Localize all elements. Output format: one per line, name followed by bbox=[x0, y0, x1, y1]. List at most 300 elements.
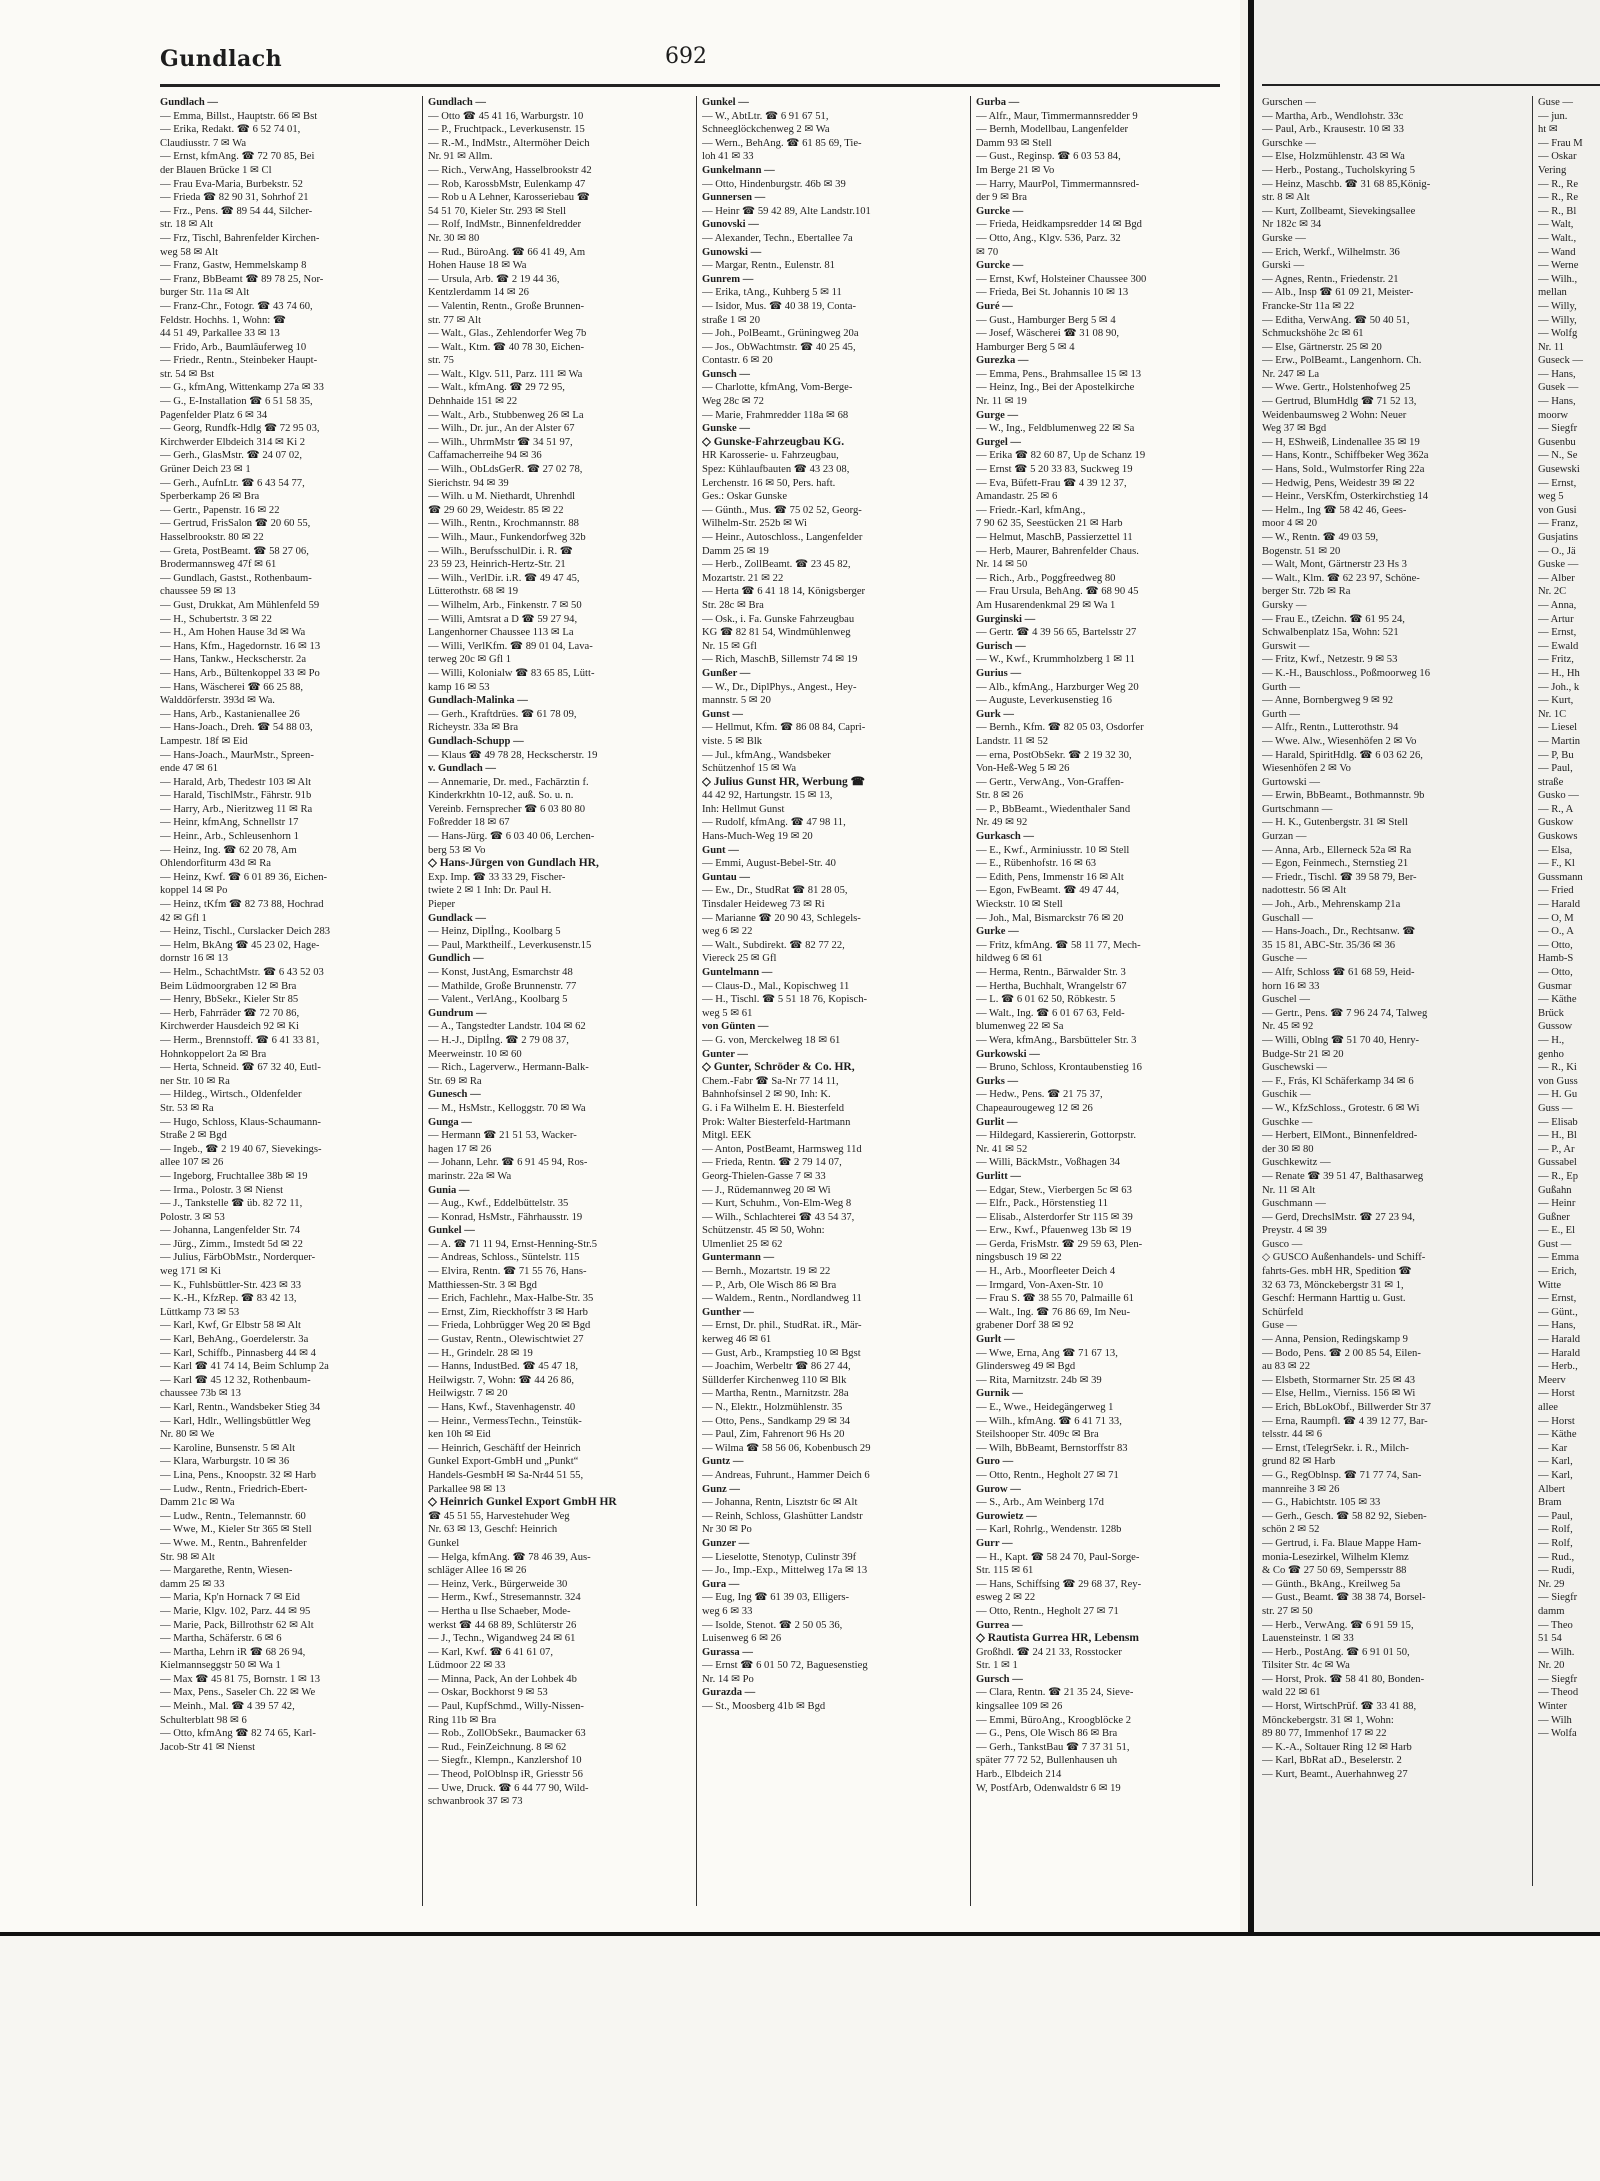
directory-entry-line: — Marie, Klgv. 102, Parz. 44 ✉ 95 bbox=[160, 1605, 311, 1617]
directory-entry-line: kingsallee 109 ✉ 26 bbox=[976, 1701, 1063, 1713]
directory-entry-line: — H. Gu bbox=[1538, 1089, 1578, 1101]
directory-entry-line: Tilsiter Str. 4c ✉ Wa bbox=[1262, 1660, 1350, 1672]
directory-entry-line: Foßredder 18 ✉ 67 bbox=[428, 817, 510, 829]
directory-entry-line: Luisenweg 6 ✉ 26 bbox=[702, 1633, 782, 1645]
directory-entry-line: weg 5 ✉ 61 bbox=[702, 1007, 753, 1019]
directory-entry-line: — Frieda, Rentn. ☎ 2 79 14 07, bbox=[702, 1157, 842, 1169]
directory-entry-line: Brück bbox=[1538, 1007, 1564, 1019]
directory-entry-line: Feldstr. Hochhs. 1, Wohn: ☎ bbox=[160, 314, 287, 326]
adjacent-page bbox=[1248, 0, 1600, 1932]
directory-entry-line: au 83 ✉ 22 bbox=[1262, 1361, 1311, 1373]
directory-entry-line: Wiesenhöfen 2 ✉ Vo bbox=[1262, 763, 1351, 775]
directory-entry-line: Ring 11b ✉ Bra bbox=[428, 1714, 497, 1726]
directory-entry-line: 51 54 bbox=[1538, 1633, 1562, 1645]
adjacent-column-2 bbox=[1538, 96, 1600, 1916]
surname-heading: v. Gundlach — bbox=[428, 763, 497, 775]
firm-entry: ◇ Rautista Gurrea HR, Lebensm bbox=[976, 1632, 1139, 1645]
directory-entry-line: — Else, Holzmühlenstr. 43 ✉ Wa bbox=[1262, 151, 1405, 163]
directory-entry-line: — Willi, Oblng ☎ 51 70 40, Henry- bbox=[1262, 1034, 1420, 1046]
surname-heading: Gusek — bbox=[1538, 382, 1579, 394]
directory-entry-line: — Wilh. u M. Niethardt, Uhrenhdl bbox=[428, 491, 576, 503]
directory-entry-line: Hamb-S bbox=[1538, 953, 1574, 965]
directory-entry-line: — Heinz, Diplİng., Koolbarg 5 bbox=[428, 926, 561, 938]
directory-entry-line: ht ✉ bbox=[1538, 124, 1558, 136]
directory-entry-line: — Gust., Reginsp. ☎ 6 03 53 84, bbox=[976, 151, 1121, 163]
directory-entry-line: — Marianne ☎ 20 90 43, Schlegels- bbox=[702, 912, 861, 924]
directory-entry-line: — Frau E., tZeichn. ☎ 61 95 24, bbox=[1262, 613, 1405, 625]
directory-entry-line: — Willi, VerlKfm. ☎ 89 01 04, Lava- bbox=[428, 640, 593, 652]
directory-entry-line: — J., Rüdemannweg 20 ✉ Wi bbox=[702, 1184, 831, 1196]
surname-heading: Gurba — bbox=[976, 97, 1020, 108]
directory-entry-line: — Egon, FwBeamt. ☎ 49 47 44, bbox=[976, 885, 1119, 897]
directory-entry-line: — A., Tangstedter Landstr. 104 ✉ 62 bbox=[428, 1021, 586, 1033]
directory-entry-line: Süllderfer Kirchenweg 110 ✉ Blk bbox=[702, 1374, 847, 1386]
directory-entry-line: — Else, Gärtnerstr. 25 ✉ 20 bbox=[1262, 341, 1382, 353]
directory-entry-line: Meerweinstr. 10 ✉ 60 bbox=[428, 1048, 522, 1060]
directory-entry-line: — G. von, Merckelweg 18 ✉ 61 bbox=[702, 1034, 841, 1046]
surname-heading: Guro — bbox=[976, 1456, 1014, 1468]
directory-entry-line: — N., Elektr., Holzmühlenstr. 35 bbox=[702, 1402, 843, 1413]
directory-entry-line: — Elisab., Alsterdorfer Str 115 ✉ 39 bbox=[976, 1211, 1133, 1223]
surname-heading: Guntz — bbox=[702, 1456, 744, 1468]
directory-entry-line: Gusewski bbox=[1538, 464, 1580, 476]
directory-entry-line: — Emmi, BüroAng., Kroogblöcke 2 bbox=[976, 1714, 1132, 1726]
directory-entry-line: Gußner bbox=[1538, 1211, 1570, 1223]
directory-entry-line: — Isidor, Mus. ☎ 40 38 19, Conta- bbox=[702, 300, 857, 312]
directory-entry-line: — Henry, BbSekr., Kieler Str 85 bbox=[160, 994, 299, 1006]
directory-entry-line: — Irma., Polostr. 3 ✉ Nienst bbox=[160, 1184, 284, 1196]
directory-entry-line: — Erich, Werkf., Wilhelmstr. 36 bbox=[1262, 246, 1400, 258]
directory-entry-line: — Herb, Fahrräder ☎ 72 70 86, bbox=[160, 1007, 300, 1019]
directory-entry-line: — Hans, bbox=[1538, 368, 1576, 380]
directory-entry-line: wald 22 ✉ 61 bbox=[1262, 1687, 1321, 1699]
directory-entry-line: — J., Techn., Wigandweg 24 ✉ 61 bbox=[428, 1633, 576, 1645]
directory-entry-line: — H., Grindelr. 28 ✉ 19 bbox=[428, 1347, 533, 1359]
directory-entry-line: — H., Tischl. ☎ 5 51 18 76, Kopisch- bbox=[702, 994, 868, 1006]
directory-entry-line: Tinsdaler Heideweg 73 ✉ Ri bbox=[702, 899, 825, 911]
directory-entry-line: — K.-A., Soltauer Ring 12 ✉ Harb bbox=[1262, 1741, 1412, 1753]
directory-entry-line: — Herb., Postang., Tucholskyring 5 bbox=[1262, 164, 1416, 176]
surname-heading: Guschewski — bbox=[1262, 1062, 1328, 1074]
directory-entry-line: — Wwe. Alw., Wiesenhöfen 2 ✉ Vo bbox=[1262, 735, 1417, 747]
directory-entry-line: — O., Jä bbox=[1538, 545, 1576, 557]
directory-entry-line: — Frau M bbox=[1538, 137, 1583, 149]
directory-entry-line: — Andreas, Fuhrunt., Hammer Deich 6 bbox=[702, 1469, 870, 1481]
directory-entry-line: — Elvira, Rentn. ☎ 71 55 76, Hans- bbox=[428, 1266, 587, 1278]
directory-entry-line: Chapeaurougeweg 12 ✉ 26 bbox=[976, 1102, 1093, 1114]
directory-entry-line: weg 171 ✉ Ki bbox=[160, 1266, 221, 1278]
directory-entry-line: — Otto, kfmAng ☎ 82 74 65, Karl- bbox=[160, 1728, 316, 1740]
directory-entry-line: — Jo., Imp.-Exp., Mittelweg 17a ✉ 13 bbox=[702, 1565, 868, 1577]
directory-entry-line: — Martha, Lehrn iR ☎ 68 26 94, bbox=[160, 1646, 306, 1658]
directory-entry-line: — Wolfa bbox=[1538, 1728, 1577, 1740]
directory-entry-line: — Heinz, Ing., Bei der Apostelkirche bbox=[976, 382, 1135, 394]
directory-entry-line: — Horst bbox=[1538, 1415, 1575, 1427]
directory-entry-line: — Karl, BbRat aD., Beselerstr. 2 bbox=[1262, 1755, 1402, 1767]
directory-entry-line: marinstr. 22a ✉ Wa bbox=[428, 1170, 512, 1182]
directory-entry-line: — Gerh., GlasMstr. ☎ 24 07 02, bbox=[160, 450, 303, 462]
directory-entry-line: — Harald bbox=[1538, 899, 1581, 911]
directory-entry-line: — Wwe. Gertr., Holstenhofweg 25 bbox=[1262, 382, 1411, 394]
directory-entry-line: — Gust, Arb., Krampstieg 10 ✉ Bgst bbox=[702, 1347, 861, 1359]
directory-entry-line: Matthiessen-Str. 3 ✉ Bgd bbox=[428, 1279, 537, 1291]
directory-entry-line: 42 ✉ Gfl 1 bbox=[160, 912, 207, 924]
directory-entry-line: ✉ 70 bbox=[976, 246, 999, 258]
directory-entry-line: werkst ☎ 44 68 89, Schlüterstr 26 bbox=[428, 1619, 577, 1631]
directory-entry-line: später 77 72 52, Bullenhausen uh bbox=[976, 1755, 1118, 1767]
directory-entry-line: chaussee 73b ✉ 13 bbox=[160, 1388, 241, 1400]
directory-entry-line: Harb., Elbdeich 214 bbox=[976, 1769, 1062, 1781]
directory-entry-line: — Theod, PolOblnsp iR, Griesstr 56 bbox=[428, 1769, 583, 1781]
directory-entry-line: — Helm., SchachtMstr. ☎ 6 43 52 03 bbox=[160, 967, 324, 978]
surname-heading: Gusche — bbox=[1262, 953, 1308, 965]
directory-entry-line: — P., Fruchtpack., Leverkusenstr. 15 bbox=[428, 124, 585, 136]
directory-entry-line: 23 59 23, Heinrich-Hertz-Str. 21 bbox=[428, 559, 566, 571]
directory-entry-line: — Wera, kfmAng., Barsbütteler Str. 3 bbox=[976, 1034, 1137, 1046]
directory-entry-line: — Lina, Pens., Knoopstr. 32 ✉ Harb bbox=[160, 1469, 316, 1481]
directory-entry-line: 89 80 77, Immenhof 17 ✉ 22 bbox=[1262, 1728, 1387, 1740]
directory-entry-line: — Hans, Kfm., Hagedornstr. 16 ✉ 13 bbox=[160, 640, 321, 652]
directory-entry-line: koppel 14 ✉ Po bbox=[160, 885, 228, 897]
directory-entry-line: — Käthe bbox=[1538, 1429, 1577, 1441]
directory-entry-line: — P., Ar bbox=[1538, 1143, 1575, 1155]
directory-entry-line: — Helga, kfmAng. ☎ 78 46 39, Aus- bbox=[428, 1551, 591, 1563]
directory-entry-line: — Ernst, bbox=[1538, 477, 1577, 489]
directory-entry-line: — Greta, PostBeamt. ☎ 58 27 06, bbox=[160, 545, 309, 557]
directory-entry-line: — Walt., Glas., Zehlendorfer Weg 7b bbox=[428, 328, 587, 340]
directory-entry-line: mellan bbox=[1538, 287, 1567, 299]
directory-entry-line: grund 82 ✉ Harb bbox=[1262, 1456, 1336, 1468]
directory-entry-line: hildweg 6 ✉ 61 bbox=[976, 953, 1043, 965]
directory-entry-line: Glindersweg 49 ✉ Bgd bbox=[976, 1361, 1076, 1373]
directory-entry-line: — Elsbeth, Stormarner Str. 25 ✉ 43 bbox=[1262, 1374, 1416, 1386]
directory-entry-line: — Hans, Schiffsing ☎ 29 68 37, Rey- bbox=[976, 1578, 1142, 1590]
directory-entry-line: — Rich., VerwAng, Hasselbrookstr 42 bbox=[428, 164, 592, 176]
directory-entry-line: damm 25 ✉ 33 bbox=[160, 1578, 225, 1590]
directory-entry-line: — Joh., PolBeamt., Grüningweg 20a bbox=[702, 328, 859, 340]
directory-entry-line: Schützenhof 15 ✉ Wa bbox=[702, 763, 797, 775]
directory-entry-line: — Ew., Dr., StudRat ☎ 81 28 05, bbox=[702, 885, 848, 897]
directory-entry-line: — Martin bbox=[1538, 735, 1581, 747]
directory-entry-line: — Hertha u Ilse Schaeber, Mode- bbox=[428, 1605, 571, 1617]
directory-entry-line: schön 2 ✉ 52 bbox=[1262, 1524, 1320, 1536]
directory-entry-line: & Co ☎ 27 50 69, Sempersstr 88 bbox=[1262, 1565, 1407, 1577]
surname-heading: Gust — bbox=[1538, 1238, 1572, 1250]
directory-entry-line: Nr. 15 ✉ Gfl bbox=[702, 640, 757, 652]
directory-entry-line: — Rolf, bbox=[1538, 1524, 1573, 1536]
directory-entry-line: Schmuckshöhe 2c ✉ 61 bbox=[1262, 328, 1364, 340]
surname-heading: Gurks — bbox=[976, 1075, 1019, 1087]
surname-heading: Gurius — bbox=[976, 667, 1022, 679]
directory-entry-line: Lampestr. 18f ✉ Eid bbox=[160, 735, 248, 747]
directory-entry-line: kerweg 46 ✉ 61 bbox=[702, 1334, 772, 1346]
directory-entry-line: — Erich, BbLokObf., Billwerder Str 37 bbox=[1262, 1402, 1431, 1413]
directory-entry-line: — Franz-Chr., Fotogr. ☎ 43 74 60, bbox=[160, 300, 313, 312]
directory-entry-line: — Herm., Brennstoff. ☎ 6 41 33 81, bbox=[160, 1034, 320, 1046]
directory-entry-line: — jun. bbox=[1538, 110, 1568, 122]
directory-entry-line: — Jos., ObWachtmstr. ☎ 40 25 45, bbox=[702, 341, 856, 353]
directory-entry-line: — Frieda, Lohbrügger Weg 20 ✉ Bgd bbox=[428, 1320, 591, 1332]
directory-entry-line: viste. 5 ✉ Blk bbox=[702, 735, 763, 747]
directory-entry-line: Bram bbox=[1538, 1497, 1562, 1509]
directory-entry-line: 54 51 70, Kieler Str. 293 ✉ Stell bbox=[428, 205, 567, 217]
directory-entry-line: der 30 ✉ 80 bbox=[1262, 1143, 1314, 1155]
directory-entry-line: — Alber bbox=[1538, 572, 1575, 584]
directory-entry-line: Albert bbox=[1538, 1483, 1566, 1495]
directory-entry-line: Am Husarendenkmal 29 ✉ Wa 1 bbox=[976, 599, 1116, 611]
directory-entry-line: — Meinh., Mal. ☎ 4 39 57 42, bbox=[160, 1701, 295, 1713]
directory-entry-line: Dehnhaide 151 ✉ 22 bbox=[428, 396, 518, 408]
directory-entry-line: 44 42 92, Hartungstr. 15 ✉ 13, bbox=[702, 790, 833, 802]
directory-entry-line: ner Str. 10 ✉ Ra bbox=[160, 1075, 230, 1087]
directory-entry-line: — Alb., Insp ☎ 61 09 21, Meister- bbox=[1262, 287, 1414, 299]
surname-heading: Gurschke — bbox=[1262, 137, 1316, 149]
adjacent-column-1 bbox=[1262, 96, 1528, 1916]
surname-heading: Gundrum — bbox=[428, 1007, 487, 1019]
directory-entry-line: — Wilh., UhrmMstr ☎ 34 51 97, bbox=[428, 436, 573, 448]
directory-entry-line: — H., Hh bbox=[1538, 667, 1580, 679]
surname-heading: Gurschen — bbox=[1262, 97, 1316, 108]
directory-entry-line: — Walt, bbox=[1538, 219, 1574, 231]
surname-heading: Gurrea — bbox=[976, 1619, 1023, 1631]
surname-heading: Gurlt — bbox=[976, 1334, 1015, 1346]
surname-heading: Gunesch — bbox=[428, 1089, 481, 1101]
directory-entry-line: — Elisab bbox=[1538, 1116, 1578, 1128]
directory-entry-line: str. 8 ✉ Alt bbox=[1262, 192, 1310, 204]
directory-entry-line: Weg 28c ✉ 72 bbox=[702, 396, 764, 408]
directory-entry-line: — Otto, Pens., Sandkamp 29 ✉ 34 bbox=[702, 1415, 851, 1427]
surname-heading: Gunst — bbox=[702, 708, 743, 720]
directory-entry-line: — Ernst, bbox=[1538, 1293, 1577, 1305]
surname-heading: Gurassa — bbox=[702, 1646, 753, 1658]
surname-heading: Gunia — bbox=[428, 1184, 470, 1196]
directory-entry-line: Lauensteinstr. 1 ✉ 33 bbox=[1262, 1633, 1354, 1645]
directory-entry-line: Str. 8 ✉ 26 bbox=[976, 790, 1024, 802]
directory-entry-line: — Heinrich, Geschäftf der Heinrich bbox=[428, 1442, 581, 1454]
directory-entry-line: — Anne, Bornbergweg 9 ✉ 92 bbox=[1262, 695, 1394, 707]
running-head-name: Gundlach bbox=[160, 46, 283, 72]
directory-entry-line: — Isolde, Stenot. ☎ 2 50 05 36, bbox=[702, 1619, 843, 1631]
surname-heading: Gurke — bbox=[976, 926, 1019, 938]
directory-entry-line: Jacob-Str 41 ✉ Nienst bbox=[160, 1741, 256, 1753]
column-divider bbox=[696, 96, 697, 1906]
directory-entry-line: — Margar, Rentn., Eulenstr. 81 bbox=[702, 260, 835, 272]
directory-entry-line: — G., E-Installation ☎ 6 51 58 35, bbox=[160, 396, 313, 408]
surname-heading: Gundlich — bbox=[428, 953, 484, 965]
directory-entry-line: — Frau S. ☎ 38 55 70, Palmaille 61 bbox=[976, 1293, 1134, 1305]
directory-entry-line: — W., KfzSchloss., Grotestr. 6 ✉ Wi bbox=[1262, 1102, 1420, 1114]
directory-entry-line: — Johanna, Rentn, Lisztstr 6c ✉ Alt bbox=[702, 1497, 858, 1509]
directory-entry-line: — Walt., Ktm. ☎ 40 78 30, Eichen- bbox=[428, 341, 585, 353]
directory-entry-line: — Wilhelm, Arb., Finkenstr. 7 ✉ 50 bbox=[428, 599, 582, 611]
directory-entry-line: — Maria, Kp'n Hornack 7 ✉ Eid bbox=[160, 1592, 300, 1604]
directory-entry-line: Von-Heß-Weg 5 ✉ 26 bbox=[976, 763, 1070, 775]
directory-entry-line: — Herbert, ElMont., Binnenfeldred- bbox=[1262, 1130, 1418, 1142]
directory-entry-line: Damm 21c ✉ Wa bbox=[160, 1497, 235, 1509]
surname-heading: Gurk — bbox=[976, 708, 1014, 720]
directory-entry-line: — W., AbtLtr. ☎ 6 91 67 51, bbox=[702, 110, 829, 122]
directory-entry-line: genho bbox=[1538, 1048, 1564, 1060]
directory-entry-line: str. 75 bbox=[428, 355, 454, 367]
directory-entry-line: Gussmann bbox=[1538, 871, 1583, 883]
directory-entry-line: — Herta ☎ 6 41 18 14, Königsberger bbox=[702, 586, 866, 598]
directory-entry-line: Gusenbu bbox=[1538, 436, 1576, 448]
directory-entry-line: — Karl, Rohrlg., Wendenstr. 128b bbox=[976, 1524, 1122, 1536]
surname-heading: Gurowietz — bbox=[976, 1510, 1037, 1522]
directory-entry-line: — Ludw., Rentn., Telemannstr. 60 bbox=[160, 1510, 306, 1522]
directory-entry-line: — Waldem., Rentn., Nordlandweg 11 bbox=[702, 1293, 862, 1305]
directory-entry-line: twiete 2 ✉ 1 Inh: Dr. Paul H. bbox=[428, 885, 552, 897]
directory-entry-line: — Charlotte, kfmAng, Vom-Berge- bbox=[702, 382, 853, 394]
directory-entry-line: — Hans, Wäscherei ☎ 66 25 88, bbox=[160, 681, 304, 693]
surname-heading: Gurr — bbox=[976, 1537, 1013, 1549]
directory-entry-line: — Kurt, bbox=[1538, 695, 1574, 707]
surname-heading: Gurow — bbox=[976, 1483, 1021, 1495]
directory-entry-line: — E., Wwe., Heidegängerweg 1 bbox=[976, 1402, 1114, 1413]
directory-entry-line: — Oskar, Bockhorst 9 ✉ 53 bbox=[428, 1687, 548, 1699]
directory-entry-line: 44 51 49, Parkallee 33 ✉ 13 bbox=[160, 328, 280, 340]
directory-entry-line: Mönckebergstr. 31 ✉ 1, Wohn: bbox=[1262, 1714, 1394, 1726]
directory-entry-line: — Rolf, bbox=[1538, 1537, 1573, 1549]
directory-entry-line: Brodermannsweg 47f ✉ 61 bbox=[160, 559, 277, 571]
directory-entry-line: Gussow bbox=[1538, 1021, 1573, 1033]
surname-heading: Guschkewitz — bbox=[1262, 1157, 1331, 1169]
directory-entry-line: — Hans-Joach., Dr., Rechtsanw. ☎ bbox=[1262, 926, 1416, 938]
directory-entry-line: Gusjatins bbox=[1538, 532, 1579, 543]
directory-entry-line: Heilwigstr. 7 ✉ 20 bbox=[428, 1388, 508, 1400]
directory-entry-line: — Willy, bbox=[1538, 314, 1577, 326]
directory-entry-line: — Gust, Drukkat, Am Mühlenfeld 59 bbox=[160, 599, 320, 611]
surname-heading: Guntau — bbox=[702, 871, 750, 883]
directory-entry-line: — Gerh., TankstBau ☎ 7 37 31 51, bbox=[976, 1741, 1130, 1753]
directory-entry-line: — Kurt, Zollbeamt, Sievekingsallee bbox=[1262, 205, 1416, 217]
surname-heading: Gundlach-Schupp — bbox=[428, 735, 524, 747]
directory-entry-line: allee bbox=[1538, 1402, 1558, 1413]
directory-entry-line: — Ernst, Kwf, Holsteiner Chaussee 300 bbox=[976, 273, 1147, 285]
directory-entry-line: Lüdmoor 22 ✉ 33 bbox=[428, 1660, 506, 1672]
directory-entry-line: — Wwe, Erna, Ang ☎ 71 67 13, bbox=[976, 1347, 1118, 1359]
directory-entry-line: ☎ 29 60 29, Weidestr. 85 ✉ 22 bbox=[428, 504, 564, 516]
surname-heading: Gurske — bbox=[1262, 232, 1306, 244]
directory-entry-line: — Anna, bbox=[1538, 599, 1577, 611]
directory-entry-line: dornstr 16 ✉ 13 bbox=[160, 953, 229, 965]
directory-entry-line: Nr. 20 bbox=[1538, 1660, 1565, 1672]
directory-entry-line: — Paul, Arb., Krausestr. 10 ✉ 33 bbox=[1262, 124, 1404, 136]
directory-entry-line: — Heinr., Autoschloss., Langenfelder bbox=[702, 532, 863, 543]
directory-entry-line: weg 58 ✉ Alt bbox=[160, 246, 219, 258]
directory-entry-line: Prok: Walter Biesterfeld-Hartmann bbox=[702, 1116, 851, 1128]
directory-entry-line: berger Str. 72b ✉ Ra bbox=[1262, 586, 1351, 598]
directory-entry-line: — G., Habichtstr. 105 ✉ 33 bbox=[1262, 1497, 1381, 1509]
directory-entry-line: — Margarethe, Rentn, Wiesen- bbox=[160, 1565, 293, 1577]
directory-entry-line: Ges.: Oskar Gunske bbox=[702, 491, 788, 503]
directory-entry-line: Viereck 25 ✉ Gfl bbox=[702, 953, 777, 965]
directory-entry-line: Kinderkrkhtn 10-12, auß. So. u. n. bbox=[428, 790, 574, 802]
directory-entry-line: — J., Tankstelle ☎ üb. 82 72 11, bbox=[160, 1198, 303, 1210]
directory-entry-line: — Rich., Arb., Poggfreedweg 80 bbox=[976, 572, 1116, 584]
directory-entry-line: chaussee 59 ✉ 13 bbox=[160, 586, 236, 598]
directory-entry-line: Grüner Deich 23 ✉ 1 bbox=[160, 464, 251, 476]
directory-entry-line: — Ursula, Arb. ☎ 2 19 44 36, bbox=[428, 273, 560, 285]
directory-entry-line: Wieckstr. 10 ✉ Stell bbox=[976, 899, 1063, 911]
directory-entry-line: str. 18 ✉ Alt bbox=[160, 219, 214, 231]
directory-entry-line: — Minna, Pack, An der Lohbek 4b bbox=[428, 1673, 577, 1685]
directory-entry-line: — Theod bbox=[1538, 1687, 1579, 1699]
directory-entry-line: Handels-GesmbH ✉ Sa-Nr44 51 55, bbox=[428, 1469, 584, 1481]
firm-entry: ◇ Hans-Jürgen von Gundlach HR, bbox=[428, 857, 599, 870]
directory-entry-line: — Heinz, Ing. ☎ 62 20 78, Am bbox=[160, 844, 297, 856]
directory-entry-line: — L. ☎ 6 01 62 50, Röbkestr. 5 bbox=[976, 994, 1116, 1006]
directory-entry-line: — Georg, Rundfk-Hdlg ☎ 72 95 03, bbox=[160, 423, 320, 435]
firm-entry: ◇ Gunske-Fahrzeugbau KG. bbox=[702, 435, 845, 448]
directory-entry-line: — H., bbox=[1538, 1034, 1565, 1046]
directory-entry-line: Nr. 14 ✉ 50 bbox=[976, 559, 1028, 571]
directory-entry-line: Nr. 11 ✉ 19 bbox=[976, 396, 1027, 408]
surname-heading: Gunt — bbox=[702, 844, 739, 856]
adjacent-page-header-rule bbox=[1262, 84, 1600, 86]
directory-entry-line: — Joh., Arb., Mehrenskamp 21a bbox=[1262, 899, 1401, 911]
directory-entry-line: — Wern., BehAng. ☎ 61 85 69, Tie- bbox=[702, 137, 862, 149]
directory-entry-line: Pieper bbox=[428, 899, 456, 911]
directory-entry-line: — Käthe bbox=[1538, 994, 1577, 1006]
directory-entry-line: — Helmut, MaschB, Passierzettel 11 bbox=[976, 532, 1133, 543]
surname-heading: Gurge — bbox=[976, 409, 1019, 421]
surname-heading: Guschmann — bbox=[1262, 1198, 1326, 1210]
surname-heading: Gurzan — bbox=[1262, 831, 1307, 843]
directory-entry-line: — Walt., Subdirekt. ☎ 82 77 22, bbox=[702, 939, 845, 951]
surname-heading: Gunga — bbox=[428, 1116, 472, 1128]
directory-entry-line: — K.-H., Bauschloss., Poßmoorweg 16 bbox=[1262, 667, 1431, 679]
surname-heading: Gurkasch — bbox=[976, 831, 1034, 843]
directory-entry-line: grabener Dorf 38 ✉ 92 bbox=[976, 1320, 1074, 1332]
surname-heading: Gunske — bbox=[702, 423, 750, 435]
directory-entry-line: — Erna, Raumpfl. ☎ 4 39 12 77, Bar- bbox=[1262, 1415, 1428, 1427]
directory-entry-line: Witte bbox=[1538, 1279, 1562, 1291]
directory-entry-line: Vering bbox=[1538, 164, 1567, 176]
directory-entry-line: — Gertr., Pens. ☎ 7 96 24 74, Talweg bbox=[1262, 1007, 1428, 1019]
directory-entry-line: Nr 182c ✉ 34 bbox=[1262, 219, 1322, 231]
surname-heading: Gunzer — bbox=[702, 1537, 750, 1549]
directory-entry-line: — G., Pens, Ole Wisch 86 ✉ Bra bbox=[976, 1728, 1118, 1740]
directory-entry-line: — Theo bbox=[1538, 1619, 1573, 1631]
directory-entry-line: esweg 2 ✉ 22 bbox=[976, 1592, 1036, 1604]
directory-entry-line: Gussabel bbox=[1538, 1157, 1577, 1169]
directory-entry-line: — Erika ☎ 82 60 87, Up de Schanz 19 bbox=[976, 450, 1146, 462]
surname-heading: Gurlit — bbox=[976, 1116, 1018, 1128]
directory-entry-line: — Gertrud, i. Fa. Blaue Mappe Ham- bbox=[1262, 1537, 1422, 1549]
directory-entry-line: — Joh., k bbox=[1538, 681, 1580, 693]
directory-entry-line: — Martha, Arb., Wendlohstr. 33c bbox=[1262, 110, 1404, 122]
directory-entry-line: Sperberkamp 26 ✉ Bra bbox=[160, 491, 260, 503]
directory-entry-line: Schürfeld bbox=[1262, 1306, 1304, 1318]
surname-heading: Guré — bbox=[976, 300, 1013, 312]
directory-entry-line: — Wilh., kfmAng. ☎ 6 41 71 33, bbox=[976, 1415, 1122, 1427]
directory-entry-line: — Hugo, Schloss, Klaus-Schaumann- bbox=[160, 1116, 321, 1128]
directory-entry-line: — Harald, SpiritHdlg. ☎ 6 03 62 26, bbox=[1262, 749, 1423, 761]
surname-heading: Gunrem — bbox=[702, 273, 754, 285]
directory-entry-line: Nr. 45 ✉ 92 bbox=[1262, 1021, 1314, 1033]
directory-entry-line: Ohlendorfiturm 43d ✉ Ra bbox=[160, 858, 271, 870]
directory-entry-line: — Hedwig, Pens, Weidestr 39 ✉ 22 bbox=[1262, 477, 1415, 489]
directory-entry-line: Caffamacherreihe 94 ✉ 36 bbox=[428, 450, 542, 462]
directory-entry-line: — Helm, BkAng ☎ 45 23 02, Hage- bbox=[160, 939, 320, 951]
surname-heading: Guschall — bbox=[1262, 912, 1313, 924]
directory-entry-line: — Wolfg bbox=[1538, 328, 1578, 340]
directory-entry-line: — Horst bbox=[1538, 1388, 1575, 1400]
directory-entry-line: Lüttkamp 73 ✉ 53 bbox=[160, 1306, 240, 1318]
directory-entry-line: — Walt., Klgv. 511, Parz. 111 ✉ Wa bbox=[428, 368, 583, 380]
directory-entry-line: — R., Ki bbox=[1538, 1062, 1577, 1074]
